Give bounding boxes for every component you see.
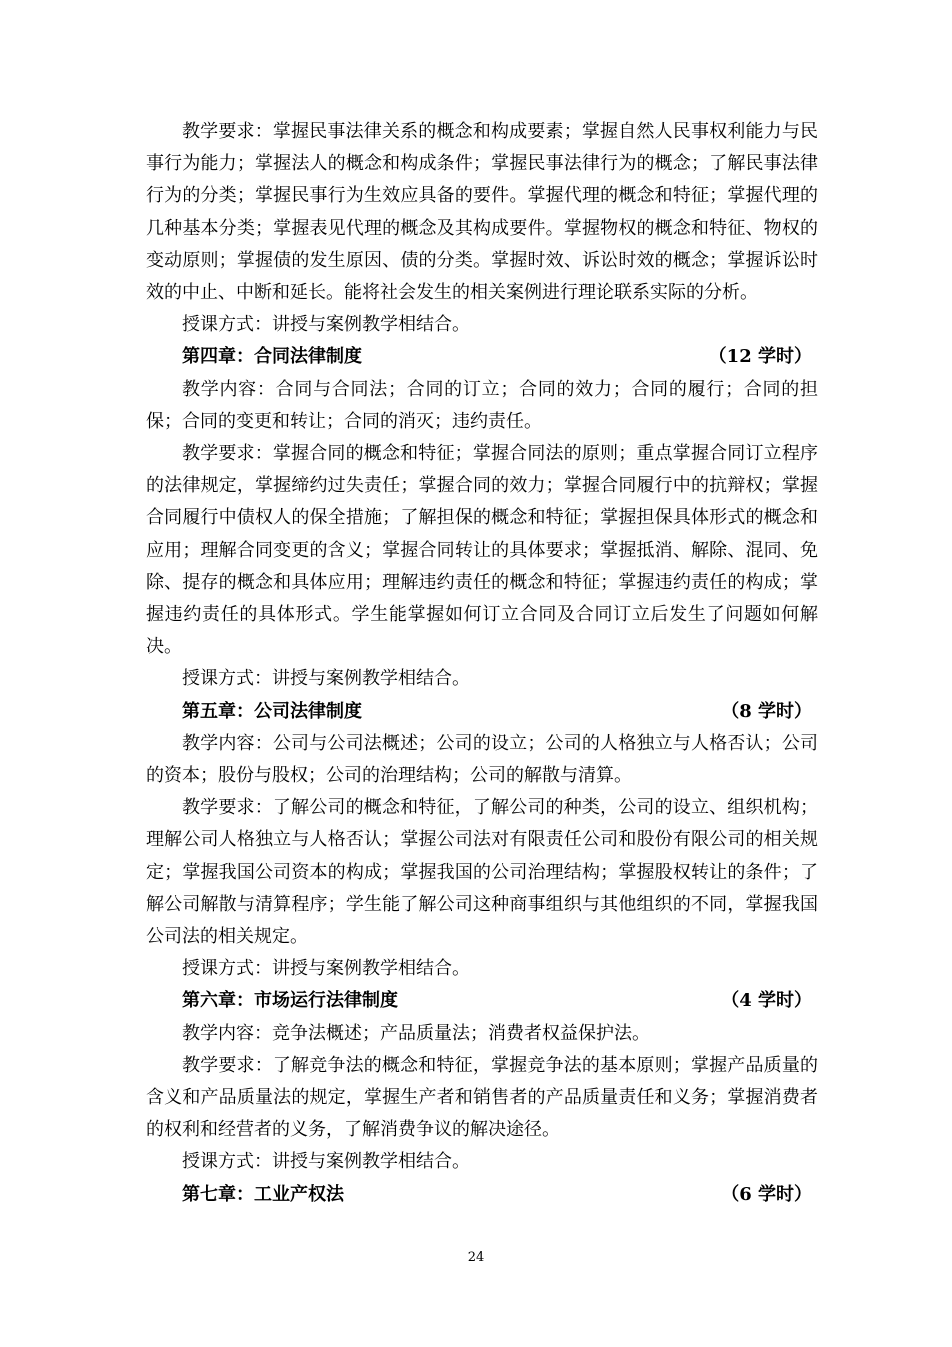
chapter4-content-paragraph: 教学内容：合同与合同法；合同的订立；合同的效力；合同的履行；合同的担保；合同的变更和转让；合同的消灭；违约责任。 — [146, 378, 818, 432]
chapter5-requirements-paragraph: 教学要求：了解公司的概念和特征，了解公司的种类，公司的设立、组织机构；理解公司人格独立与人格否认；掌握公司法对有限责任公司和股份有限公司的相关规定；掌握我国公司资本的构成；掌握我国的公司治理结构；掌握股权转让的条件；了解公司解散与清算程序；学生能了解公司这种商事组织与其他组织的不同，掌握我国公司法的相关规定。 — [146, 797, 818, 948]
chapter4-teaching-method-paragraph: 授课方式：讲授与案例教学相结合。 — [182, 668, 470, 690]
chapter6-requirements-paragraph: 教学要求：了解竞争法的概念和特征，掌握竞争法的基本原则；掌握产品质量的含义和产品质量法的规定，掌握生产者和销售者的产品质量责任和义务；掌握消费者的权利和经营者的义务，了解消费争议的解决途径。 — [146, 1054, 818, 1141]
chapter5-hours: （8 学时） — [721, 700, 812, 722]
chapter4-requirements-paragraph: 教学要求：掌握合同的概念和特征；掌握合同法的原则；重点掌握合同订立程序的法律规定，掌握缔约过失责任；掌握合同的效力；掌握合同履行中的抗辩权；掌握合同履行中债权人的保全措施；了解担保的概念和特征；掌握担保具体形式的概念和应用；理解合同变更的含义；掌握合同转让的具体要求；掌握抵消、解除、混同、免除、提存的概念和具体应用；理解违约责任的概念和特征；掌握违约责任的构成；掌握违约责任的具体形式。学生能掌握如何订立合同及合同订立后发生了问题如何解决。 — [146, 443, 818, 658]
chapter7-hours: （6 学时） — [721, 1183, 812, 1205]
chapter6-title: 第六章：市场运行法律制度 — [182, 990, 398, 1012]
chapter6-content-paragraph: 教学内容：竞争法概述；产品质量法；消费者权益保护法。 — [182, 1022, 650, 1044]
chapter7-title: 第七章：工业产权法 — [182, 1183, 344, 1205]
chapter6-hours: （4 学时） — [721, 990, 812, 1012]
chapter5-content-paragraph: 教学内容：公司与公司法概述；公司的设立；公司的人格独立与人格否认；公司的资本；股份与股权；公司的治理结构；公司的解散与清算。 — [146, 732, 818, 787]
chapter5-title: 第五章：公司法律制度 — [182, 700, 362, 722]
chapter4-heading — [146, 341, 818, 373]
chapter4-hours: （12 学时） — [708, 346, 812, 368]
page-number: 24 — [467, 1250, 485, 1265]
chapter5-teaching-method-paragraph: 授课方式：讲授与案例教学相结合。 — [182, 958, 470, 980]
chapter7-heading — [146, 1179, 818, 1211]
page-content — [146, 116, 818, 1211]
chapter6-teaching-method-paragraph: 授课方式：讲授与案例教学相结合。 — [182, 1151, 470, 1173]
chapter3-requirements-paragraph: 教学要求：掌握民事法律关系的概念和构成要素；掌握自然人民事权利能力与民事行为能力；掌握法人的概念和构成条件；掌握民事法律行为的概念；了解民事法律行为的分类；掌握民事行为生效应具备的要件。掌握代理的概念和特征；掌握代理的几种基本分类；掌握表见代理的概念及其构成要件。掌握物权的概念和特征、物权的变动原则；掌握债的发生原因、债的分类。掌握时效、诉讼时效的概念；掌握诉讼时效的中止、中断和延长。能将社会发生的相关案例进行理论联系实际的分析。 — [146, 121, 818, 304]
chapter6-heading — [146, 985, 818, 1017]
chapter4-title: 第四章：合同法律制度 — [182, 346, 362, 368]
chapter5-heading — [146, 696, 818, 728]
chapter3-teaching-method-paragraph: 授课方式：讲授与案例教学相结合。 — [182, 314, 470, 336]
